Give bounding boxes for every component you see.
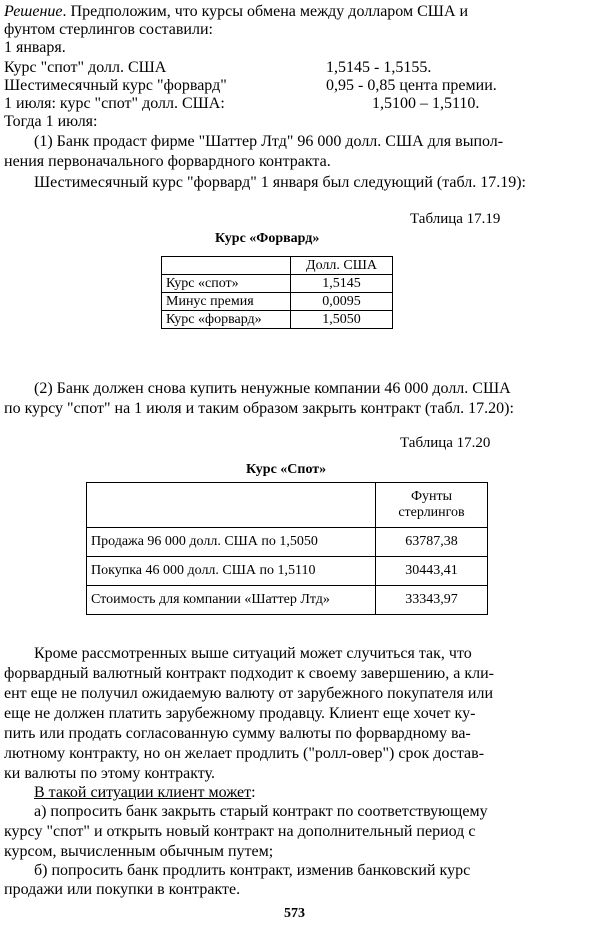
table19-number: Таблица 17.19 bbox=[410, 211, 501, 227]
table19-value: 1,5050 bbox=[291, 311, 393, 329]
table-row bbox=[162, 311, 393, 329]
point2-line-b: по курсу "спот" на 1 июля и таким образом закрыть контракт (табл. 17.20): bbox=[4, 400, 514, 417]
table19-label: Минус премия bbox=[162, 293, 291, 311]
table20-value: 63787,38 bbox=[376, 528, 488, 557]
table-row bbox=[87, 586, 488, 615]
closing-line: еще не должен платить зарубежному продавцу. Клиент еще хочет ку- bbox=[4, 705, 476, 722]
intro-line-1: Решение. Предположим, что курсы обмена между долларом США и bbox=[4, 3, 469, 20]
table19 bbox=[161, 256, 393, 329]
rate-value-july: 1,5100 – 1,5110. bbox=[372, 95, 480, 112]
point1-line-a: (1) Банк продаст фирме "Шаттер Лтд" 96 000 долл. США для выпол- bbox=[34, 133, 504, 150]
rate-label-july: 1 июля: курс "спот" долл. США: bbox=[4, 95, 225, 112]
table19-header: Долл. США bbox=[291, 257, 393, 275]
table20-label: Покупка 46 000 долл. США по 1,5110 bbox=[87, 557, 376, 586]
situation-heading: В такой ситуации клиент может: bbox=[34, 784, 256, 801]
rate-value-spot: 1,5145 - 1,5155. bbox=[326, 59, 432, 76]
closing-line: пить или продать согласованную сумму валюты по форвардному ва- bbox=[4, 725, 471, 742]
table20-corner bbox=[87, 483, 376, 528]
table-row bbox=[162, 257, 393, 275]
table20-value: 33343,97 bbox=[376, 586, 488, 615]
table-row bbox=[87, 557, 488, 586]
closing-line: Кроме рассмотренных выше ситуаций может случиться так, что bbox=[34, 645, 472, 662]
intro-line-2: фунтом стерлингов составили: bbox=[4, 21, 213, 38]
six-month-line: Шестимесячный курс "форвард" 1 января был следующий (табл. 17.19): bbox=[34, 174, 526, 191]
table19-value: 0,0095 bbox=[291, 293, 393, 311]
option-b-line: продажи или покупки в контракте. bbox=[4, 881, 241, 898]
closing-line: лютному контракту, но он желает продлить ("ролл-овер") срок достав- bbox=[4, 745, 485, 762]
closing-line: ент еще не получил ожидаемую валюту от зарубежного покупателя или bbox=[4, 685, 494, 702]
option-b-line: б) попросить банк продлить контракт, изменив банковский курс bbox=[34, 862, 471, 879]
table-row bbox=[162, 275, 393, 293]
table20-title: Курс «Спот» bbox=[246, 462, 327, 477]
page-number: 573 bbox=[284, 906, 305, 921]
table19-value: 1,5145 bbox=[291, 275, 393, 293]
rate-label-forward: Шестимесячный курс "форвард" bbox=[4, 77, 227, 94]
closing-line: ки валюты по этому контракту. bbox=[4, 765, 215, 782]
closing-line: форвардный валютный контракт подходит к своему завершению, а кли- bbox=[4, 665, 495, 682]
option-a-line: курсу "спот" и открыть новый контракт на дополнительный период с bbox=[4, 823, 476, 840]
table-row bbox=[87, 483, 488, 528]
table20-label: Стоимость для компании «Шаттер Лтд» bbox=[87, 586, 376, 615]
table20 bbox=[86, 482, 488, 615]
table20-header: Фунты стерлингов bbox=[376, 483, 488, 528]
then-line: Тогда 1 июля: bbox=[4, 113, 98, 130]
table20-value: 30443,41 bbox=[376, 557, 488, 586]
option-a-line: курсом, вычисленным обычным путем; bbox=[4, 843, 274, 860]
intro-line-3: 1 января. bbox=[4, 39, 66, 56]
table19-label: Курс «спот» bbox=[162, 275, 291, 293]
table19-label: Курс «форвард» bbox=[162, 311, 291, 329]
point1-line-b: нения первоначального форвардного контракта. bbox=[4, 153, 331, 170]
option-a-line: а) попросить банк закрыть старый контракт по соответствующему bbox=[34, 803, 488, 820]
table20-label: Продажа 96 000 долл. США по 1,5050 bbox=[87, 528, 376, 557]
rate-value-forward: 0,95 - 0,85 цента премии. bbox=[326, 77, 497, 94]
rate-label-spot: Курс "спот" долл. США bbox=[4, 59, 167, 76]
table-row bbox=[162, 293, 393, 311]
solution-label: Решение bbox=[4, 3, 63, 20]
table-row bbox=[87, 528, 488, 557]
point2-line-a: (2) Банк должен снова купить ненужные компании 46 000 долл. США bbox=[34, 380, 511, 397]
table19-corner bbox=[162, 257, 291, 275]
table20-number: Таблица 17.20 bbox=[400, 435, 491, 451]
table19-title: Курс «Форвард» bbox=[215, 231, 320, 246]
